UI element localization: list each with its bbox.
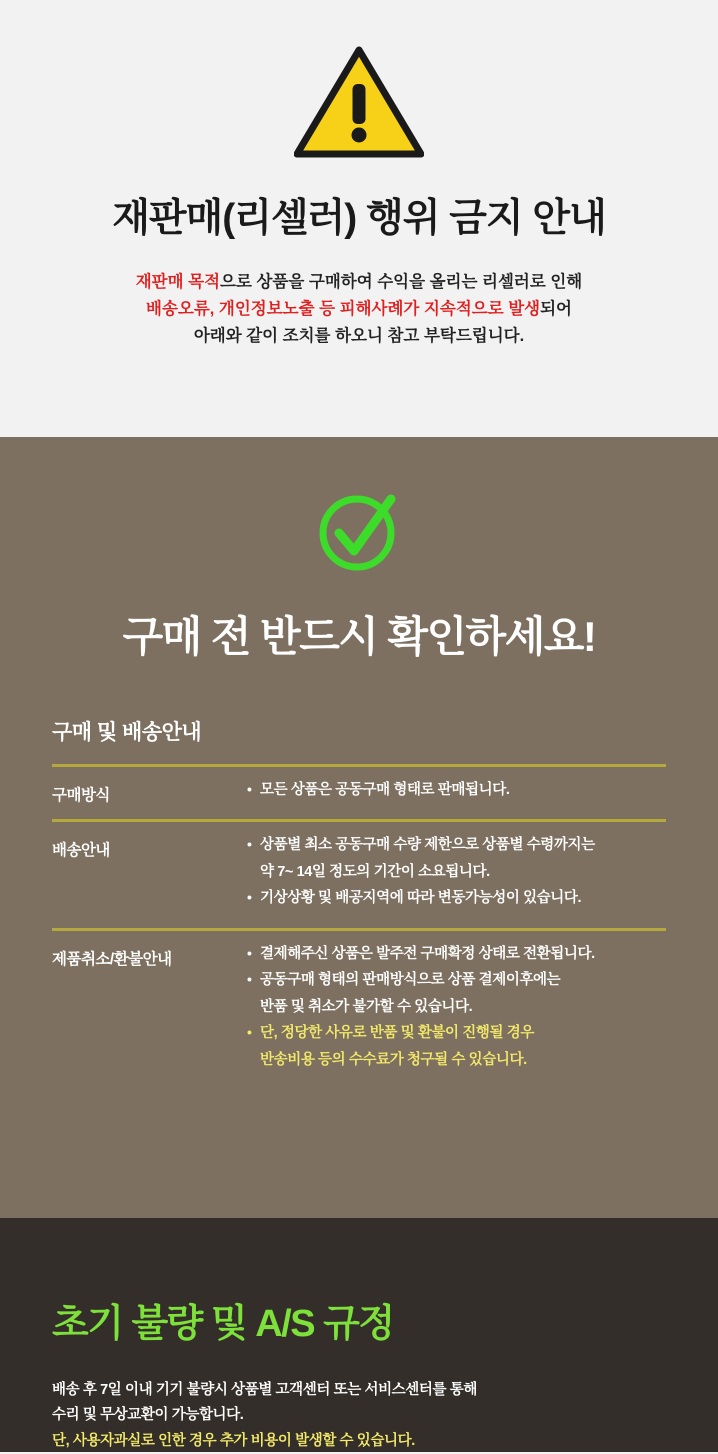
purchase-info-section xyxy=(0,437,718,1218)
warning-line-3: 아래와 같이 조치를 하오니 참고 부탁드립니다. xyxy=(193,326,525,345)
row-line: 약 7~ 14일 정도의 기간이 소요됩니다. xyxy=(260,863,490,880)
warning-line-2-highlight: 배송오류, 개인정보노출 등 피해사례가 지속적으로 발생 xyxy=(146,299,541,318)
warning-line-1-highlight: 재판매 목적 xyxy=(135,273,221,292)
row-line: • 공동구매 형태의 판매방식으로 상품 결제이후에는 xyxy=(247,969,666,991)
table-row xyxy=(52,764,666,819)
warning-line-2-rest: 되어 xyxy=(540,299,572,318)
warning-triangle-icon xyxy=(0,46,718,159)
purchase-info-table xyxy=(52,764,666,1089)
row-label: 배송안내 xyxy=(52,842,110,860)
table-row xyxy=(52,928,666,1089)
row-line: 반송비용 등의 수수료가 청구될 수 있습니다. xyxy=(260,1051,527,1068)
as-line-3: 단, 사용자과실로 인한 경우 추가 비용이 발생할 수 있습니다. xyxy=(52,1432,415,1449)
row-line: • 기상상황 및 배공지역에 따라 변동가능성이 있습니다. xyxy=(247,887,666,909)
as-policy-section xyxy=(0,1218,718,1452)
check-icon-wrap xyxy=(52,489,666,582)
warning-body xyxy=(0,269,718,349)
resale-warning-section xyxy=(0,0,718,437)
row-label: 제품취소/환불안내 xyxy=(52,950,172,968)
warning-line-2 xyxy=(0,296,718,323)
row-line: • 결제해주신 상품은 발주전 구매확정 상태로 전환됩니다. xyxy=(247,943,666,965)
as-body xyxy=(52,1378,666,1454)
as-line-2: 수리 및 무상교환이 가능합니다. xyxy=(52,1407,244,1424)
green-check-circle-icon xyxy=(313,564,405,581)
row-line: • 상품별 최소 공동구매 수량 제한으로 상품별 수령까지는 xyxy=(247,834,666,856)
as-title: 초기 불량 및 A/S 규정 xyxy=(52,1302,394,1345)
row-label: 구매방식 xyxy=(52,787,110,804)
purchase-shipping-subhead: 구매 및 배송안내 xyxy=(52,721,202,744)
warning-line-1-rest: 으로 상품을 구매하여 수익을 올리는 리셀러로 인해 xyxy=(220,273,583,292)
row-content xyxy=(247,943,666,1075)
check-title: 구매 전 반드시 확인하세요! xyxy=(122,613,596,660)
as-line-1: 배송 후 7일 이내 기기 불량시 상품별 고객센터 또는 서비스센터를 통해 xyxy=(52,1382,477,1399)
row-line: • 모든 상품은 공동구매 형태로 판매됩니다. xyxy=(247,779,666,801)
row-line: 반품 및 취소가 불가할 수 있습니다. xyxy=(260,998,473,1015)
row-content xyxy=(247,779,666,805)
table-row xyxy=(52,819,666,927)
row-content xyxy=(247,834,666,913)
page-title: 재판매(리셀러) 행위 금지 안내 xyxy=(112,197,606,240)
row-line: • 단, 정당한 사유로 반품 및 환불이 진행될 경우 xyxy=(247,1022,666,1044)
warning-line-1 xyxy=(0,269,718,296)
